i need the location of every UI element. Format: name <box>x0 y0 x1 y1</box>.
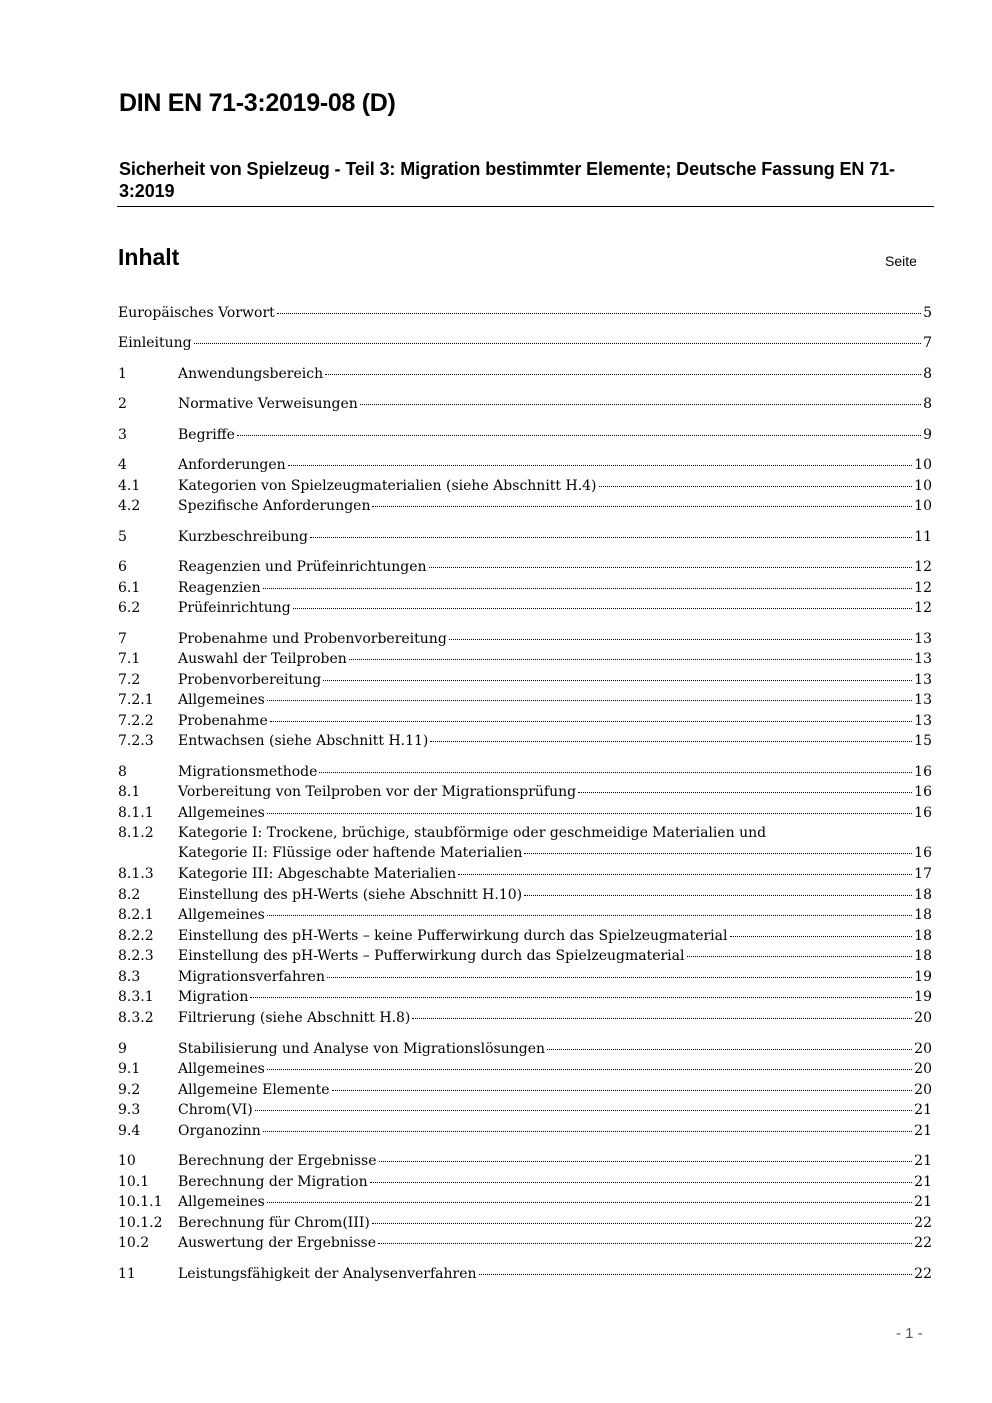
toc-entry-number: 8.3.2 <box>118 1010 154 1026</box>
toc-entry[interactable] <box>118 527 932 547</box>
toc-entry-title: Allgemeines <box>178 805 265 821</box>
toc-entry[interactable] <box>118 333 932 353</box>
toc-entry-title: Spezifische Anforderungen <box>178 498 371 514</box>
toc-leader-dots <box>319 771 912 773</box>
toc-entry-title: Kategorien von Spielzeugmaterialien (siehe Abschnitt H.4) <box>178 478 597 494</box>
toc-leader-dots <box>267 1068 912 1070</box>
toc-entry-number: 7.2.2 <box>118 713 154 729</box>
toc-entry-title: Kategorie III: Abgeschabte Materialien <box>178 866 457 882</box>
toc-entry[interactable] <box>118 1121 932 1141</box>
toc-entry-title: Europäisches Vorwort <box>118 305 275 321</box>
toc-leader-dots <box>277 312 921 314</box>
toc-entry[interactable] <box>118 967 932 987</box>
toc-entry-page: 13 <box>914 713 932 729</box>
toc-entry[interactable] <box>118 1039 932 1059</box>
toc-entry[interactable] <box>118 1100 932 1120</box>
toc-entry-page: 15 <box>914 733 932 749</box>
toc-entry-number: 7.2.3 <box>118 733 154 749</box>
toc-entry[interactable] <box>118 1059 932 1079</box>
toc-entry-number: 8.1.1 <box>118 805 154 821</box>
toc-entry[interactable] <box>118 1213 932 1233</box>
toc-entry[interactable] <box>118 364 932 384</box>
toc-entry[interactable] <box>118 1172 932 1192</box>
toc-entry-title: Entwachsen (siehe Abschnitt H.11) <box>178 733 429 749</box>
toc-leader-dots <box>379 1160 913 1162</box>
toc-entry-title: Begriffe <box>178 427 235 443</box>
toc-entry-title: Normative Verweisungen <box>178 396 358 412</box>
toc-entry[interactable] <box>118 885 932 905</box>
toc-entry-title: Berechnung für Chrom(III) <box>178 1215 370 1231</box>
toc-leader-dots <box>263 587 913 589</box>
toc-entry-page: 8 <box>923 396 932 412</box>
toc-entry[interactable] <box>118 987 932 1007</box>
toc-entry-number: 6.1 <box>118 580 141 596</box>
toc-leader-dots <box>599 485 913 487</box>
toc-entry-page: 21 <box>914 1153 932 1169</box>
toc-entry-number: 6 <box>118 559 127 575</box>
toc-leader-dots <box>323 679 912 681</box>
toc-entry[interactable] <box>118 557 932 577</box>
toc-entry-page: 10 <box>914 457 932 473</box>
toc-entry[interactable] <box>118 946 932 966</box>
toc-leader-dots <box>349 658 912 660</box>
toc-leader-dots <box>267 699 912 701</box>
toc-entry[interactable] <box>118 598 932 618</box>
toc-leader-dots <box>293 607 912 609</box>
toc-entry-page: 13 <box>914 672 932 688</box>
toc-entry-page: 16 <box>914 784 932 800</box>
toc-leader-dots <box>524 852 912 854</box>
toc-leader-dots <box>370 1181 913 1183</box>
toc-entry-page: 22 <box>914 1235 932 1251</box>
toc-entry-number: 10.1 <box>118 1174 150 1190</box>
toc-entry[interactable] <box>118 1192 932 1212</box>
toc-entry-title: Reagenzien <box>178 580 261 596</box>
toc-heading: Inhalt <box>118 244 180 270</box>
toc-entry[interactable] <box>118 1151 932 1171</box>
toc-entry-page: 21 <box>914 1194 932 1210</box>
toc-entry-number: 7.2.1 <box>118 692 154 708</box>
toc-entry-page: 20 <box>914 1061 932 1077</box>
toc-entry-title: Einleitung <box>118 335 192 351</box>
toc-entry[interactable] <box>118 1264 932 1284</box>
toc-entry-page: 10 <box>914 498 932 514</box>
toc-entry-title: Organozinn <box>178 1123 261 1139</box>
toc-entry[interactable] <box>118 926 932 946</box>
toc-entry-number: 1 <box>118 366 127 382</box>
toc-leader-dots <box>360 403 921 405</box>
toc-leader-dots <box>325 373 921 375</box>
toc-entry-continuation[interactable] <box>178 843 932 863</box>
toc-entry-page: 18 <box>914 928 932 944</box>
toc-entry-number: 8.1 <box>118 784 141 800</box>
toc-entry-number: 8.2.2 <box>118 928 154 944</box>
toc-leader-dots <box>270 720 912 722</box>
toc-entry[interactable] <box>118 394 932 414</box>
toc-leader-dots <box>332 1089 913 1091</box>
toc-entry-page: 18 <box>914 907 932 923</box>
document-subtitle: Sicherheit von Spielzeug - Teil 3: Migration bestimmter Elemente; Deutsche Fassung EN 71-3:2019 <box>119 159 895 201</box>
toc-entry-page: 22 <box>914 1215 932 1231</box>
toc-entry-number: 10.1.1 <box>118 1194 163 1210</box>
toc-entry-number: 2 <box>118 396 127 412</box>
toc-entry-page: 20 <box>914 1082 932 1098</box>
toc-entry-page: 8 <box>923 366 932 382</box>
toc-entry-page: 18 <box>914 948 932 964</box>
toc-entry-title: Allgemeines <box>178 907 265 923</box>
toc-entry-title: Leistungsfähigkeit der Analysenverfahren <box>178 1266 477 1282</box>
toc-entry-title: Einstellung des pH-Werts (siehe Abschnitt H.10) <box>178 887 523 903</box>
toc-entry-title: Reagenzien und Prüfeinrichtungen <box>178 559 427 575</box>
toc-entry-page: 16 <box>914 764 932 780</box>
toc-leader-dots <box>430 740 912 742</box>
toc-leader-dots <box>327 976 912 978</box>
toc-entry-number: 7 <box>118 631 127 647</box>
toc-entry-number: 4.2 <box>118 498 141 514</box>
toc-entry-page: 19 <box>914 989 932 1005</box>
toc-entry-number: 8.3 <box>118 969 141 985</box>
toc-entry-title: Kurzbeschreibung <box>178 529 308 545</box>
toc-leader-dots <box>449 638 912 640</box>
toc-entry[interactable] <box>118 762 932 782</box>
toc-entry[interactable] <box>118 425 932 445</box>
toc-entry[interactable] <box>118 670 932 690</box>
toc-entry-title: Berechnung der Ergebnisse <box>178 1153 377 1169</box>
toc-entry-page: 21 <box>914 1174 932 1190</box>
toc-entry-number: 10.1.2 <box>118 1215 163 1231</box>
toc-leader-dots <box>378 1242 912 1244</box>
toc-entry-number: 4 <box>118 457 127 473</box>
toc-entry-title: Allgemeines <box>178 1061 265 1077</box>
toc-entry-page: 13 <box>914 692 932 708</box>
toc-entry-page: 10 <box>914 478 932 494</box>
toc-leader-dots <box>687 955 913 957</box>
toc-entry-number: 5 <box>118 529 127 545</box>
toc-entry-page: 18 <box>914 887 932 903</box>
toc-entry-title: Allgemeines <box>178 692 265 708</box>
toc-entry-page: 7 <box>923 335 932 351</box>
toc-entry-page: 21 <box>914 1102 932 1118</box>
toc-entry[interactable] <box>118 629 932 649</box>
toc-entry-title-line2: Kategorie II: Flüssige oder haftende Materialien <box>178 845 523 861</box>
page-number: - 1 - <box>896 1325 923 1342</box>
toc-entry-number: 4.1 <box>118 478 141 494</box>
toc-entry-page: 20 <box>914 1010 932 1026</box>
toc-entry-number: 7.1 <box>118 651 141 667</box>
toc-entry-page: 9 <box>923 427 932 443</box>
toc-entry-number: 8.1.2 <box>118 825 154 841</box>
toc-entry-page: 16 <box>914 845 932 861</box>
toc-leader-dots <box>263 1130 912 1132</box>
toc-leader-dots <box>288 464 913 466</box>
document-title: DIN EN 71-3:2019-08 (D) <box>119 89 396 117</box>
toc-entry-title: Migrationsverfahren <box>178 969 325 985</box>
toc-entry[interactable] <box>118 496 932 516</box>
toc-page-column-label: Seite <box>885 253 917 269</box>
toc-entry-page: 19 <box>914 969 932 985</box>
toc-entry-number: 6.2 <box>118 600 141 616</box>
toc-leader-dots <box>237 434 921 436</box>
toc-entry-title: Prüfeinrichtung <box>178 600 291 616</box>
table-of-contents <box>118 0 932 1403</box>
toc-entry-page: 12 <box>914 559 932 575</box>
toc-leader-dots <box>250 996 912 998</box>
toc-entry-number: 9 <box>118 1041 127 1057</box>
toc-entry-title: Einstellung des pH-Werts – Pufferwirkung durch das Spielzeugmaterial <box>178 948 685 964</box>
toc-entry-page: 13 <box>914 631 932 647</box>
toc-entry-number: 8.3.1 <box>118 989 154 1005</box>
toc-leader-dots <box>267 1201 912 1203</box>
toc-entry[interactable] <box>118 690 932 710</box>
toc-leader-dots <box>372 505 912 507</box>
toc-entry-title: Auswahl der Teilproben <box>178 651 347 667</box>
toc-entry-number: 8.2 <box>118 887 141 903</box>
toc-entry[interactable] <box>118 731 932 751</box>
toc-entry-title: Filtrierung (siehe Abschnitt H.8) <box>178 1010 411 1026</box>
toc-entry-title: Probenahme und Probenvorbereitung <box>178 631 447 647</box>
toc-entry-title: Allgemeine Elemente <box>178 1082 330 1098</box>
toc-entry-page: 12 <box>914 580 932 596</box>
toc-entry-number: 3 <box>118 427 127 443</box>
toc-entry-title: Probenvorbereitung <box>178 672 322 688</box>
toc-leader-dots <box>479 1273 913 1275</box>
toc-entry-page: 11 <box>914 529 932 545</box>
toc-leader-dots <box>267 914 912 916</box>
toc-entry-title: Vorbereitung von Teilproben vor der Migrationsprüfung <box>178 784 577 800</box>
toc-entry[interactable] <box>118 711 932 731</box>
toc-leader-dots <box>578 791 912 793</box>
toc-entry-number: 11 <box>118 1266 136 1282</box>
toc-entry-number: 8 <box>118 764 127 780</box>
toc-entry[interactable] <box>118 303 932 323</box>
toc-entry-title: Probenahme <box>178 713 268 729</box>
toc-entry-title: Chrom(VI) <box>178 1102 253 1118</box>
toc-entry-title: Migration <box>178 989 249 1005</box>
toc-leader-dots <box>310 536 912 538</box>
toc-entry-number: 7.2 <box>118 672 141 688</box>
toc-entry-page: 13 <box>914 651 932 667</box>
toc-entry-title: Anforderungen <box>178 457 286 473</box>
toc-entry[interactable] <box>118 455 932 475</box>
toc-leader-dots <box>372 1222 912 1224</box>
toc-leader-dots <box>524 894 912 896</box>
toc-leader-dots <box>547 1048 912 1050</box>
toc-entry[interactable] <box>118 476 932 496</box>
toc-entry-title: Allgemeines <box>178 1194 265 1210</box>
toc-entry-title: Migrationsmethode <box>178 764 318 780</box>
toc-entry-title: Berechnung der Migration <box>178 1174 368 1190</box>
toc-leader-dots <box>429 566 913 568</box>
toc-entry-page: 17 <box>914 866 932 882</box>
toc-entry-number: 8.2.1 <box>118 907 154 923</box>
toc-entry[interactable] <box>118 905 932 925</box>
toc-entry[interactable] <box>118 1080 932 1100</box>
toc-entry[interactable] <box>118 649 932 669</box>
toc-entry-page: 12 <box>914 600 932 616</box>
toc-entry-number: 8.2.3 <box>118 948 154 964</box>
toc-entry-number: 10.2 <box>118 1235 150 1251</box>
toc-entry-page: 22 <box>914 1266 932 1282</box>
toc-leader-dots <box>255 1109 912 1111</box>
toc-entry-page: 21 <box>914 1123 932 1139</box>
toc-entry[interactable] <box>118 1008 932 1028</box>
toc-entry-number: 9.4 <box>118 1123 141 1139</box>
toc-leader-dots <box>267 812 912 814</box>
toc-entry[interactable] <box>118 823 932 843</box>
toc-entry[interactable] <box>118 782 932 802</box>
toc-entry-title: Stabilisierung und Analyse von Migrationslösungen <box>178 1041 546 1057</box>
toc-entry-number: 9.2 <box>118 1082 141 1098</box>
toc-leader-dots <box>194 342 922 344</box>
toc-entry-number: 10 <box>118 1153 136 1169</box>
toc-entry-title: Anwendungsbereich <box>178 366 324 382</box>
toc-entry-number: 9.1 <box>118 1061 141 1077</box>
toc-leader-dots <box>458 873 912 875</box>
toc-entry[interactable] <box>118 578 932 598</box>
toc-entry[interactable] <box>118 1233 932 1253</box>
toc-entry[interactable] <box>118 864 932 884</box>
toc-entry-title: Einstellung des pH-Werts – keine Pufferwirkung durch das Spielzeugmaterial <box>178 928 728 944</box>
toc-entry-title: Auswertung der Ergebnisse <box>178 1235 377 1251</box>
toc-entry-title: Kategorie I: Trockene, brüchige, staubförmige oder geschmeidige Materialien und <box>178 825 767 841</box>
toc-leader-dots <box>730 935 913 937</box>
toc-entry-page: 5 <box>923 305 932 321</box>
toc-entry-number: 8.1.3 <box>118 866 154 882</box>
toc-entry-page: 16 <box>914 805 932 821</box>
toc-entry-number: 9.3 <box>118 1102 141 1118</box>
toc-entry[interactable] <box>118 803 932 823</box>
toc-entry-page: 20 <box>914 1041 932 1057</box>
toc-leader-dots <box>412 1017 912 1019</box>
